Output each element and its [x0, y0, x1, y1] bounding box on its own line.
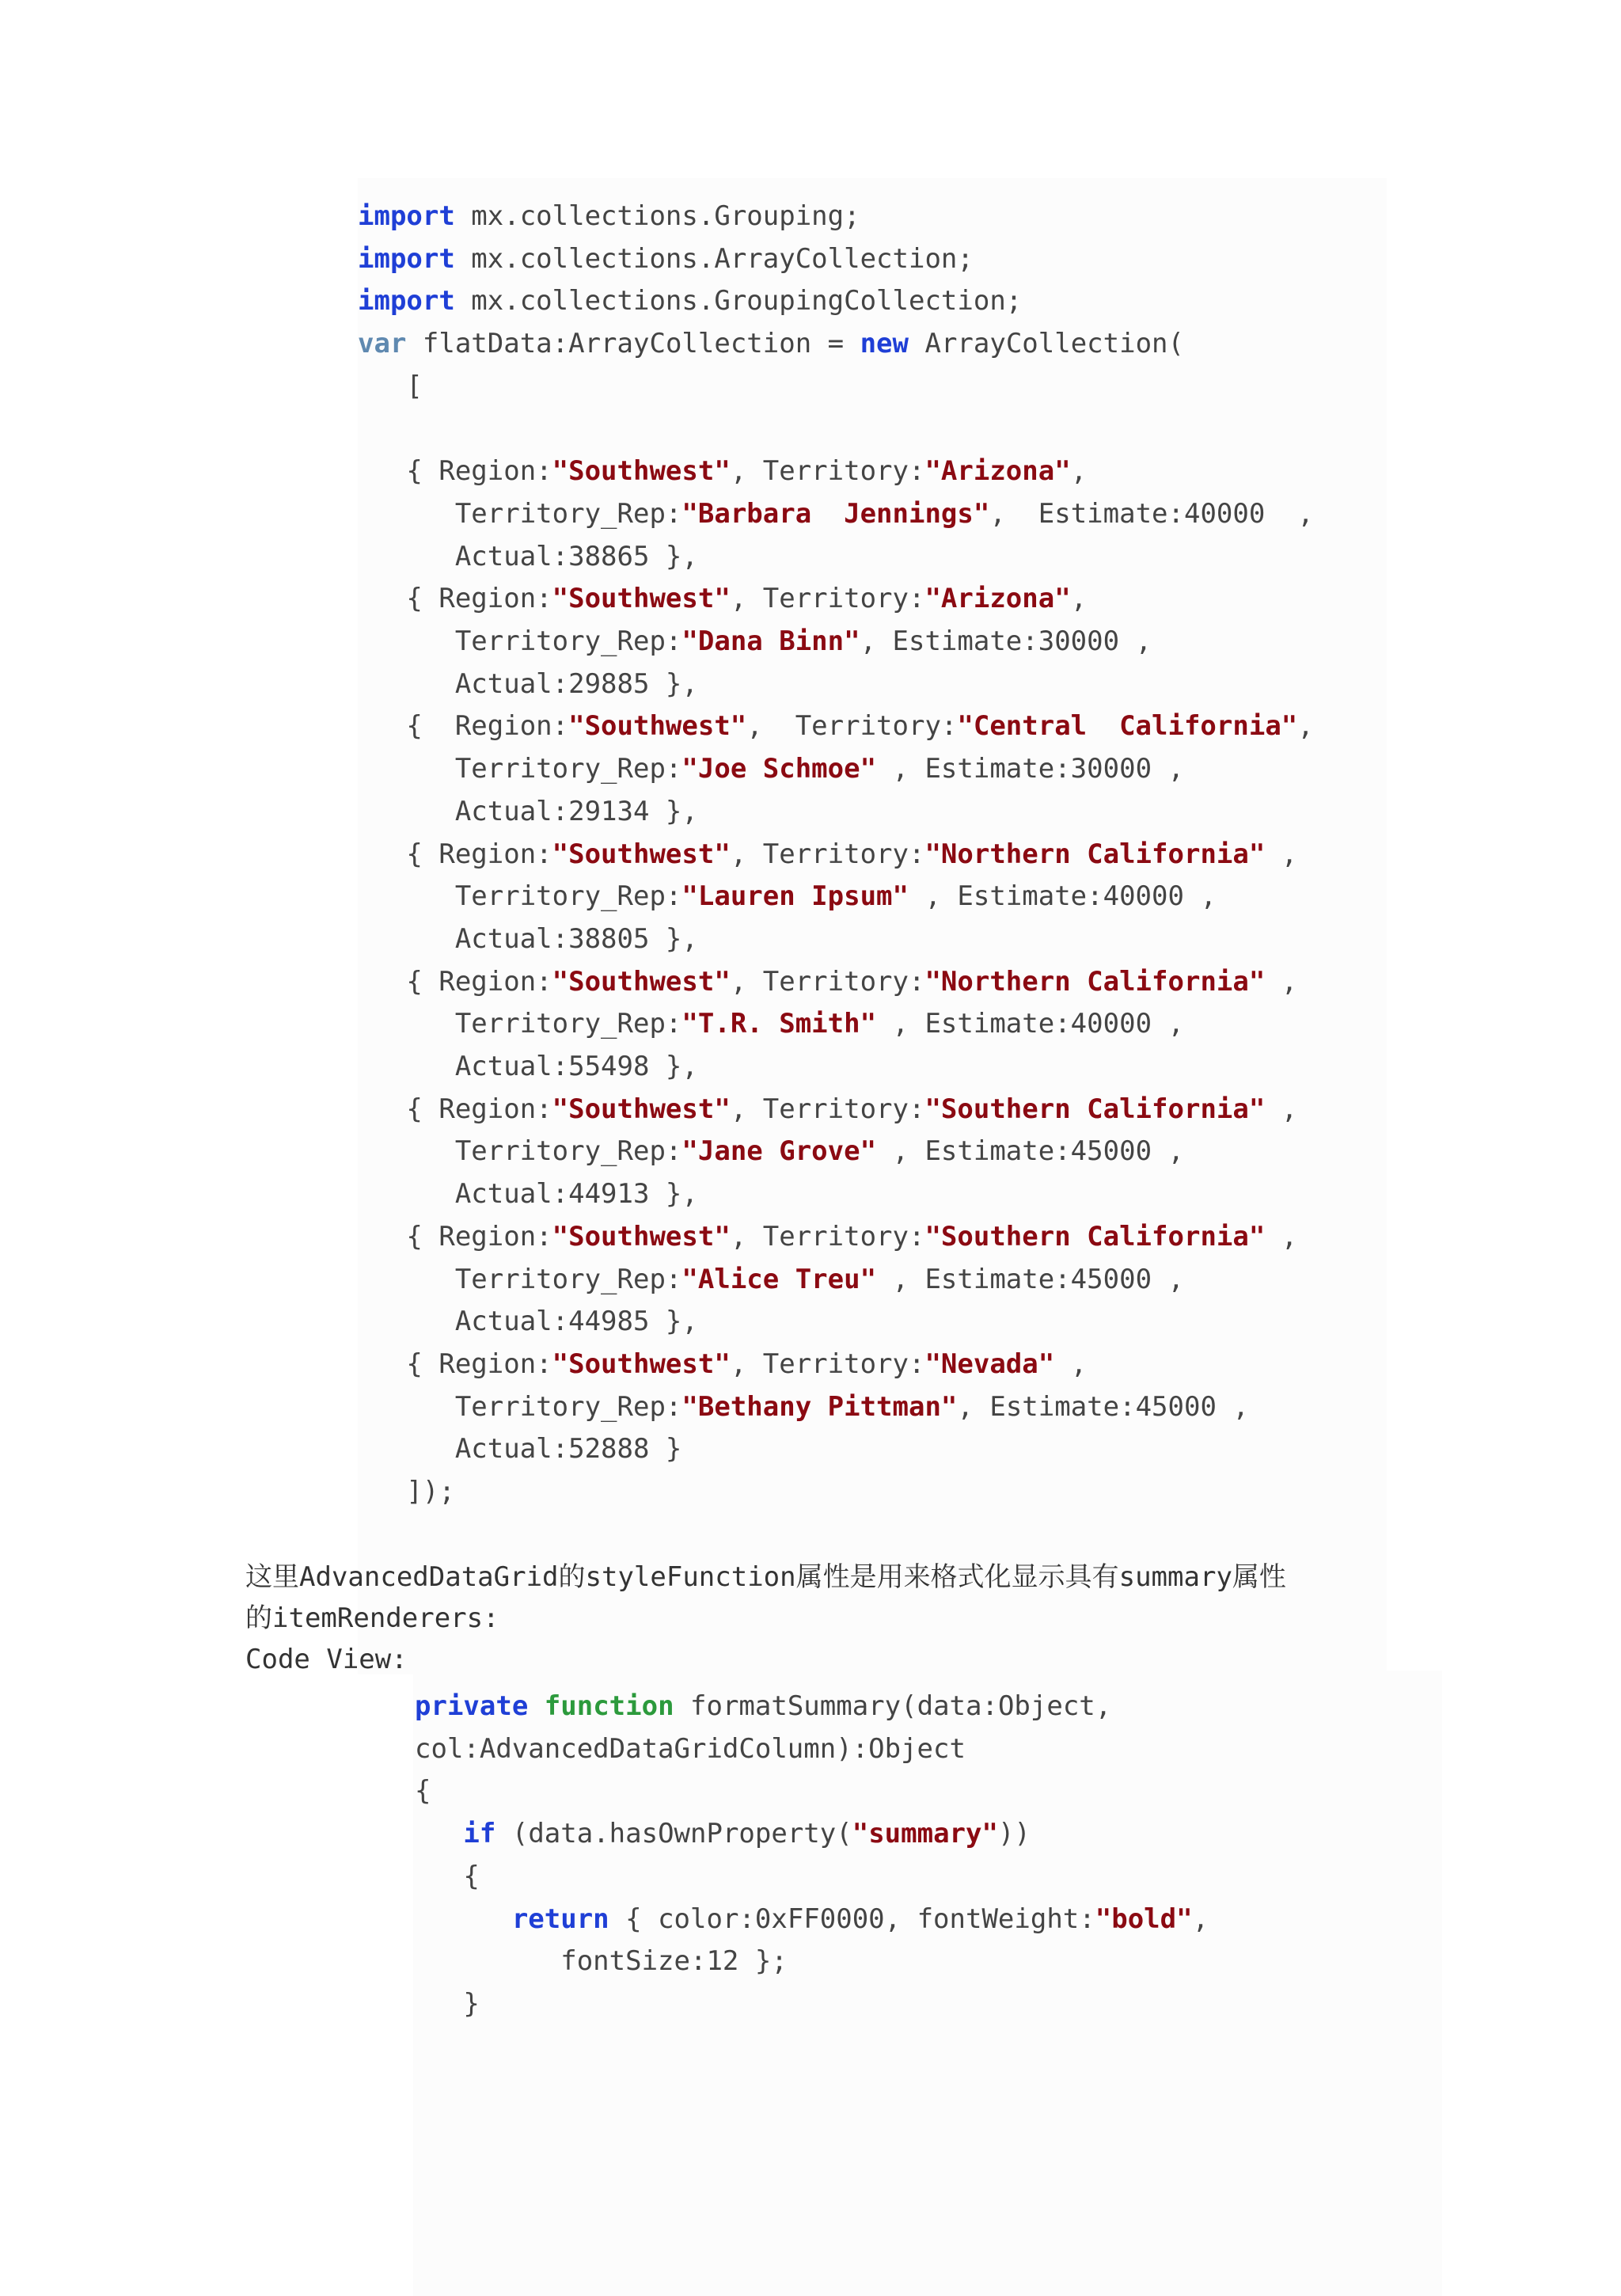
string-literal: "Southwest"	[552, 1220, 731, 1253]
code-text: }	[415, 1987, 480, 2020]
code-text: Territory_Rep:	[358, 1263, 682, 1295]
code-text: ,	[1070, 583, 1088, 615]
code-line	[358, 493, 1621, 534]
keyword: var	[358, 328, 407, 360]
string-literal: "Southwest"	[552, 965, 731, 998]
code-text: ]);	[358, 1476, 455, 1507]
code-text: { color:0xFF0000, fontWeight:	[609, 1903, 1095, 1935]
code-text: { Region:	[358, 1093, 552, 1125]
prose-line: 的itemRenderers:	[245, 1602, 499, 1634]
code-line	[358, 1003, 1621, 1044]
code-text: {	[415, 1775, 431, 1808]
code-line	[358, 366, 1621, 407]
code-text: flatData:ArrayCollection =	[406, 328, 860, 360]
code-text: ,	[1265, 1220, 1298, 1253]
code-line	[415, 1686, 1621, 1727]
code-text: ,	[1265, 965, 1298, 998]
code-text: { Region:	[358, 838, 552, 870]
string-literal: "Central California"	[957, 710, 1298, 743]
string-literal: "Joe Schmoe"	[681, 753, 877, 785]
code-text: , Estimate:45000 ,	[957, 1390, 1249, 1423]
string-literal: "Jane Grove"	[681, 1135, 877, 1168]
code-line	[358, 705, 1621, 747]
string-literal: "Arizona"	[924, 455, 1071, 488]
code-text: , Estimate:40000 ,	[876, 1008, 1184, 1040]
code-line	[415, 1770, 1621, 1811]
code-line	[358, 791, 1621, 832]
code-text: fontSize:12 };	[415, 1945, 788, 1978]
code-line	[358, 663, 1621, 705]
string-literal: "Dana Binn"	[681, 625, 860, 657]
code-line	[358, 536, 1621, 577]
code-line	[358, 876, 1621, 917]
code-text: , Territory:	[746, 710, 958, 743]
code-line	[358, 323, 1621, 364]
prose-line: 这里AdvancedDataGrid的styleFunction属性是用来格式化显示具有summary属性	[245, 1561, 1286, 1593]
code-text: [	[358, 370, 423, 402]
code-line	[358, 621, 1621, 662]
code-text: , Territory:	[730, 838, 925, 870]
code-text: { Region:	[358, 1220, 552, 1253]
prose-code-view-label: Code View:	[245, 1644, 408, 1675]
string-literal: "Lauren Ipsum"	[681, 880, 909, 913]
code-text: mx.collections.GroupingCollection;	[454, 285, 1023, 317]
keyword: import	[358, 200, 455, 232]
code-text: Actual:52888 }	[358, 1433, 682, 1465]
string-literal: "bold"	[1095, 1903, 1193, 1935]
code-text: Territory_Rep:	[358, 1135, 682, 1168]
code-text: {	[415, 1860, 480, 1892]
code-text: , Territory:	[730, 1093, 925, 1125]
string-literal: "Southwest"	[552, 583, 731, 615]
string-literal: "Southwest"	[552, 1348, 731, 1380]
code-line	[358, 1471, 1621, 1512]
code-text: , Estimate:45000 ,	[876, 1135, 1184, 1168]
keyword: import	[358, 285, 455, 317]
code-text: Actual:44985 },	[358, 1306, 698, 1338]
string-literal: "Arizona"	[924, 583, 1071, 615]
code-text: , Estimate:30000 ,	[876, 753, 1184, 785]
code-text: Actual:29885 },	[358, 667, 698, 700]
code-text: , Estimate:40000 ,	[989, 497, 1314, 530]
code-line	[358, 834, 1621, 875]
string-literal: "Southwest"	[552, 455, 731, 488]
code-line	[358, 1173, 1621, 1215]
code-text: ,	[1054, 1348, 1088, 1380]
code-line	[415, 1899, 1621, 1940]
code-line	[358, 1344, 1621, 1385]
string-literal: "Barbara Jennings"	[681, 497, 990, 530]
string-literal: "Southwest"	[552, 838, 731, 870]
keyword: private	[415, 1690, 529, 1722]
code-text: Actual:55498 },	[358, 1051, 698, 1082]
code-text: , Territory:	[730, 583, 925, 615]
code-line	[358, 1386, 1621, 1427]
code-text: { Region:	[358, 965, 552, 998]
string-literal: "Northern California"	[924, 965, 1266, 998]
code-text: , Territory:	[730, 1220, 925, 1253]
code-line	[358, 280, 1621, 321]
string-literal: "Southern California"	[924, 1093, 1266, 1125]
code-text: Territory_Rep:	[358, 753, 682, 785]
code-text: Territory_Rep:	[358, 880, 682, 913]
code-line	[358, 961, 1621, 1002]
code-line	[358, 1131, 1621, 1172]
code-line	[358, 196, 1621, 237]
code-text: ,	[1265, 838, 1298, 870]
code-text: Actual:38805 },	[358, 922, 698, 955]
code-text: Territory_Rep:	[358, 1390, 682, 1423]
string-literal: "Northern California"	[924, 838, 1266, 870]
keyword: function	[544, 1690, 674, 1722]
code-text: ))	[997, 1818, 1031, 1850]
string-literal: "Southern California"	[924, 1220, 1266, 1253]
code-text: mx.collections.Grouping;	[454, 200, 860, 232]
string-literal: "Alice Treu"	[681, 1263, 877, 1295]
code-line	[415, 1941, 1621, 1982]
code-text: { Region:	[358, 455, 552, 488]
code-text: Territory_Rep:	[358, 625, 682, 657]
code-text: formatSummary(data:Object,	[674, 1690, 1112, 1722]
code-line	[415, 1813, 1621, 1854]
code-text: , Estimate:45000 ,	[876, 1263, 1184, 1295]
code-text: , Estimate:30000 ,	[860, 625, 1152, 657]
code-text: Territory_Rep:	[358, 1008, 682, 1040]
code-text: ,	[1070, 455, 1088, 488]
code-text: { Region:	[358, 710, 569, 743]
code-line	[358, 450, 1621, 492]
keyword: new	[860, 328, 909, 360]
code-text: , Territory:	[730, 965, 925, 998]
code-line	[358, 1089, 1621, 1130]
code-line	[415, 1728, 1621, 1770]
code-line	[358, 409, 1621, 450]
code-line	[358, 748, 1621, 789]
string-literal: "Nevada"	[924, 1348, 1055, 1380]
code-line	[358, 1216, 1621, 1257]
code-text: , Territory:	[730, 1348, 925, 1380]
keyword: if	[463, 1818, 496, 1850]
string-literal: "Southwest"	[568, 710, 747, 743]
code-text: Actual:44913 },	[358, 1178, 698, 1211]
code-text	[528, 1690, 544, 1722]
string-literal: "summary"	[852, 1818, 998, 1850]
code-text: col:AdvancedDataGridColumn):Object	[415, 1732, 966, 1765]
code-line	[358, 238, 1621, 279]
code-text: , Estimate:40000 ,	[908, 880, 1217, 913]
code-text: { Region:	[358, 583, 552, 615]
keyword: return	[511, 1903, 609, 1935]
code-line	[358, 1428, 1621, 1469]
code-text: Actual:29134 },	[358, 795, 698, 827]
string-literal: "Southwest"	[552, 1093, 731, 1125]
code-line	[358, 1046, 1621, 1087]
code-text	[415, 1818, 463, 1849]
code-text	[415, 1903, 512, 1935]
code-text: mx.collections.ArrayCollection;	[454, 242, 974, 275]
code-text: , Territory:	[730, 455, 925, 488]
code-line	[358, 918, 1621, 960]
code-line	[358, 1259, 1621, 1300]
code-line	[358, 578, 1621, 619]
code-text: { Region:	[358, 1348, 552, 1380]
code-line	[415, 1856, 1621, 1897]
code-line	[358, 1301, 1621, 1342]
code-text: (data.hasOwnProperty(	[495, 1818, 852, 1850]
code-text: ,	[1192, 1903, 1209, 1935]
code-text: Actual:38865 },	[358, 540, 698, 572]
string-literal: "T.R. Smith"	[681, 1008, 877, 1040]
code-text: ,	[1297, 710, 1314, 743]
code-text: ArrayCollection(	[909, 328, 1184, 360]
keyword: import	[358, 242, 455, 275]
string-literal: "Bethany Pittman"	[681, 1390, 958, 1423]
code-text: Territory_Rep:	[358, 497, 682, 530]
code-line	[415, 1983, 1621, 2024]
code-text: ,	[1265, 1093, 1298, 1125]
